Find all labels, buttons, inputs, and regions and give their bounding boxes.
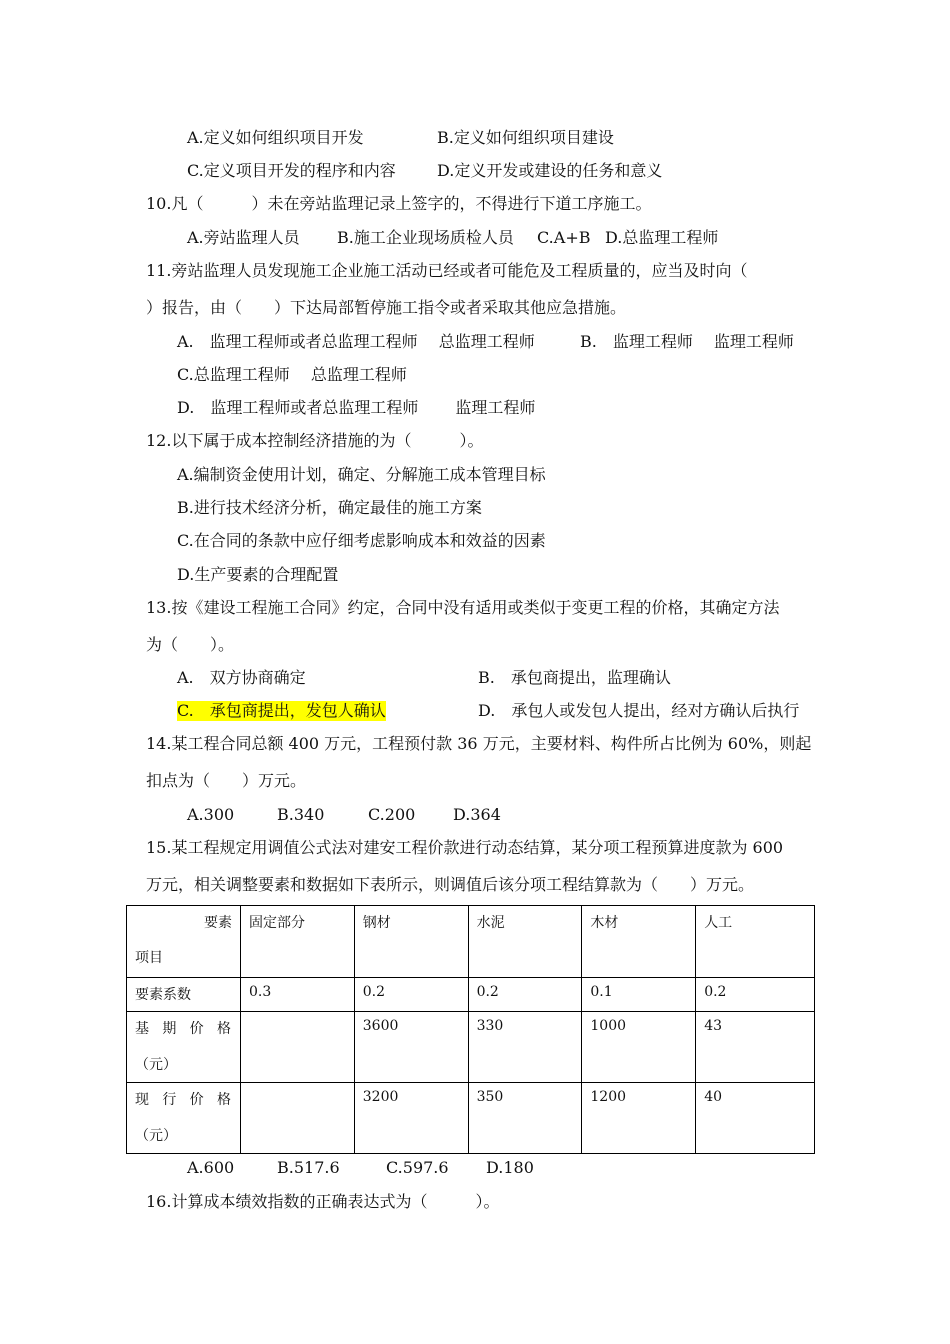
q15-option-a: A.600: [187, 1158, 235, 1177]
q10-option-c: C.A+B: [537, 228, 591, 247]
row-label-char: 基: [135, 1021, 149, 1037]
column-header: 钢材: [354, 906, 468, 978]
q11-option-c: C.总监理工程师 总监理工程师: [177, 365, 407, 384]
q14-option-a: A.300: [187, 805, 235, 824]
q14-stem-line2: 扣点为（ ）万元。: [146, 771, 307, 790]
q10-stem: 10.凡（ ）未在旁站监理记录上签字的，不得进行下道工序施工。: [146, 194, 652, 213]
table-cell: 330: [468, 1012, 582, 1083]
q11-option-d: D. 监理工程师或者总监理工程师 监理工程师: [177, 398, 536, 417]
q12-option-d: D.生产要素的合理配置: [177, 565, 339, 584]
row-label: [127, 1012, 241, 1083]
corner-label-elements: 要素: [203, 915, 232, 931]
table-cell: 3600: [354, 1012, 468, 1083]
q16-stem: 16.计算成本绩效指数的正确表达式为（ ）。: [146, 1192, 500, 1211]
table-corner-cell: [127, 906, 241, 978]
q13-stem-line1: 13.按《建设工程施工合同》约定，合同中没有适用或类似于变更工程的价格，其确定方法: [146, 598, 780, 617]
table-cell: 0.2: [468, 978, 582, 1012]
table-cell: 43: [696, 1012, 815, 1083]
q13-option-c-highlighted: C. 承包商提出，发包人确认: [177, 701, 386, 720]
q14-stem-line1: 14.某工程合同总额 400 万元，工程预付款 36 万元，主要材料、构件所占比例为 60%，则起: [146, 734, 812, 753]
table-row-base-price: [127, 1012, 815, 1083]
row-label: [127, 1083, 241, 1154]
q15-option-b: B.517.6: [277, 1158, 340, 1177]
table-row-current-price: [127, 1083, 815, 1154]
table-row-coefficient: [127, 978, 815, 1012]
q12-option-c: C.在合同的条款中应仔细考虑影响成本和效益的因素: [177, 531, 546, 550]
q10-option-b: B.施工企业现场质检人员: [337, 228, 514, 247]
row-label-char: 价: [189, 1021, 204, 1037]
q12-option-a: A.编制资金使用计划，确定、分解施工成本管理目标: [177, 465, 546, 484]
table-cell: 40: [696, 1083, 815, 1154]
q15-option-c: C.597.6: [386, 1158, 449, 1177]
table-cell: 0.3: [240, 978, 354, 1012]
q13-option-a: A. 双方协商确定: [177, 668, 306, 687]
q12-stem: 12.以下属于成本控制经济措施的为（ ）。: [146, 431, 484, 450]
row-label-char: 价: [189, 1092, 204, 1108]
q9-option-c: C.定义项目开发的程序和内容: [187, 161, 396, 180]
table-cell: 1200: [582, 1083, 696, 1154]
table-cell: 0.2: [696, 978, 815, 1012]
q14-option-b: B.340: [277, 805, 325, 824]
column-header: 人工: [696, 906, 815, 978]
table-cell: 0.1: [582, 978, 696, 1012]
price-adjustment-table: [126, 905, 815, 1154]
q10-option-a: A.旁站监理人员: [187, 228, 300, 247]
q15-stem-line2: 万元，相关调整要素和数据如下表所示，则调值后该分项工程结算款为（ ）万元。: [146, 875, 755, 894]
q10-option-d: D.总监理工程师: [605, 228, 719, 247]
q12-option-b: B.进行技术经济分析，确定最佳的施工方案: [177, 498, 482, 517]
row-label-char: 格: [216, 1021, 231, 1037]
table-cell: [240, 1012, 354, 1083]
q9-option-d: D.定义开发或建设的任务和意义: [437, 161, 663, 180]
row-label-char: 现: [135, 1092, 149, 1108]
table-cell: 0.2: [354, 978, 468, 1012]
q11-option-a: A. 监理工程师或者总监理工程师 总监理工程师: [177, 332, 535, 351]
q14-option-c: C.200: [368, 805, 416, 824]
row-label: 要素系数: [127, 978, 241, 1012]
q11-stem-line2: ）报告，由（ ）下达局部暂停施工指令或者采取其他应急措施。: [146, 298, 627, 317]
q11-stem-line1: 11.旁站监理人员发现施工企业施工活动已经或者可能危及工程质量的，应当及时向（: [146, 261, 748, 280]
row-label-unit: （元）: [135, 1128, 177, 1144]
row-label-spread: [135, 1018, 231, 1038]
q15-option-d: D.180: [486, 1158, 534, 1177]
row-label-unit: （元）: [135, 1057, 177, 1073]
q9-option-b: B.定义如何组织项目建设: [437, 128, 614, 147]
q15-stem-line1: 15.某工程规定用调值公式法对建安工程价款进行动态结算，某分项工程预算进度款为 600: [146, 838, 784, 857]
column-header: 水泥: [468, 906, 582, 978]
row-label-char: 期: [162, 1021, 177, 1037]
table-cell: 3200: [354, 1083, 468, 1154]
row-label-spread: [135, 1089, 231, 1109]
row-label-char: 格: [216, 1092, 231, 1108]
q13-option-b: B. 承包商提出，监理确认: [478, 668, 671, 687]
column-header: 固定部分: [240, 906, 354, 978]
table-cell: 1000: [582, 1012, 696, 1083]
q9-option-a: A.定义如何组织项目开发: [187, 128, 364, 147]
q11-option-b: B. 监理工程师 监理工程师: [580, 332, 794, 351]
corner-label-items: 项目: [135, 950, 163, 966]
q13-stem-line2: 为（ ）。: [146, 635, 235, 654]
table-header-row: [127, 906, 815, 978]
q14-option-d: D.364: [453, 805, 501, 824]
table-cell: [240, 1083, 354, 1154]
row-label-char: 行: [162, 1092, 177, 1108]
table-cell: 350: [468, 1083, 582, 1154]
column-header: 木材: [582, 906, 696, 978]
q13-option-d: D. 承包人或发包人提出，经对方确认后执行: [478, 701, 800, 720]
